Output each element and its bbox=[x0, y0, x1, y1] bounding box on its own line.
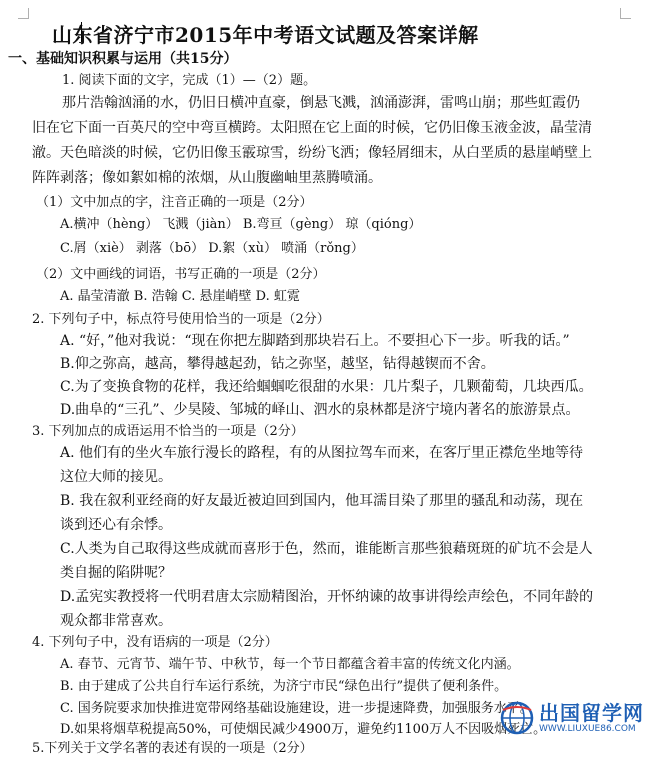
question-option: D.曲阜的“三孔”、少昊陵、邹城的峄山、泗水的泉林都是济宁境内著名的旅游景点。 bbox=[60, 402, 580, 418]
logo-url: WWW.LIUXUE86.COM bbox=[539, 723, 636, 734]
question-option: 类自掘的陷阱呢？ bbox=[60, 565, 172, 581]
question-option: D.孟宪实教授将一代明君唐太宗励精图治，开怀纳谏的故事讲得绘声绘色，不同年龄的 bbox=[60, 589, 594, 605]
question-option: A. 春节、元宵节、端午节、中秋节，每一个节日都蕴含着丰富的传统文化内涵。 bbox=[60, 657, 520, 672]
section-heading: 一、基础知识积累与运用（共15分） bbox=[8, 51, 238, 67]
passage-line: 澈。天色暗淡的时候，它仍旧像玉霰琼雪，纷纷飞洒；像轻屑细末，从白垩质的悬崖峭壁上 bbox=[32, 145, 592, 161]
question-5-prompt: 5.下列关于文学名著的表述有误的一项是（2分） bbox=[32, 741, 313, 756]
globe-logo-icon bbox=[499, 700, 535, 736]
page-corner-mark-left bbox=[18, 8, 29, 19]
question-option: A. 他们有的坐火车旅行漫长的路程，有的从图拉驾车而来，在客厅里正襟危坐地等待 bbox=[60, 445, 584, 461]
question-option: A.横冲（hèng） 飞溅（jiàn） B.弯亘（gèng） 琼（qióng） bbox=[60, 217, 422, 232]
question-option: A. 晶莹清澈 B. 浩翰 C. 悬崖峭壁 D. 虹霓 bbox=[60, 289, 300, 304]
question-option: D.如果将烟草税提高50%，可使烟民减少4900万，避免约1100万人不因吸烟死亡。 bbox=[60, 722, 547, 737]
page-corner-mark-right bbox=[620, 8, 631, 19]
passage-line: 阵阵剥落；像如絮如棉的浓烟，从山腹幽岫里蒸腾喷涌。 bbox=[32, 170, 382, 186]
document-title: 山东省济宁市2015年中考语文试题及答案详解 bbox=[52, 23, 479, 47]
question-option: 观众都非常喜欢。 bbox=[60, 613, 172, 629]
question-option: C.屑（xiè） 剥落（bō） D.絮（xù） 喷涌（rǒng） bbox=[60, 241, 364, 256]
question-option: C. 国务院要求加快推进宽带网络基础设施建设，进一步提速降费，加强服务水平。 bbox=[60, 701, 533, 716]
question-4-prompt: 4. 下列句子中，没有语病的一项是（2分） bbox=[32, 635, 278, 650]
question-option: 谈到还心有余悸。 bbox=[60, 517, 172, 533]
question-option: C.人类为自己取得这些成就而喜形于色，然而，谁能断言那些狼藉斑斑的矿坑不会是人 bbox=[60, 541, 593, 557]
question-option: 这位大师的接见。 bbox=[60, 469, 172, 485]
question-1-1-prompt: （1）文中加点的字，注音正确的一项是（2分） bbox=[36, 195, 313, 210]
question-1-prompt: 1. 阅读下面的文字，完成（1）—（2）题。 bbox=[62, 73, 317, 88]
question-2-prompt: 2. 下列句子中，标点符号使用恰当的一项是（2分） bbox=[32, 312, 330, 327]
question-1-2-prompt: （2）文中画线的词语，书写正确的一项是（2分） bbox=[36, 267, 326, 282]
question-option: B. 由于建成了公共自行车运行系统，为济宁市民“绿色出行”提供了便利条件。 bbox=[60, 679, 508, 694]
passage-line: 旧在它下面一百英尺的空中弯亘横跨。太阳照在它上面的时候，它仍旧像玉液金波，晶莹清 bbox=[32, 120, 592, 136]
question-option: C.为了变换食物的花样，我还给蝈蝈吃很甜的水果：几片梨子，几颗葡萄，几块西瓜。 bbox=[60, 379, 593, 395]
logo-text: 出国留学网 bbox=[539, 700, 644, 725]
question-option: B.仰之弥高，越高，攀得越起劲，钻之弥坚，越坚，钻得越锲而不舍。 bbox=[60, 356, 495, 372]
passage-line: 那片浩翰汹涌的水，仍旧日横冲直豪，倒悬飞溅，汹涌澎湃，雷鸣山崩；那些虹霞仍 bbox=[62, 95, 580, 111]
question-3-prompt: 3. 下列加点的成语运用不恰当的一项是（2分） bbox=[32, 424, 304, 439]
site-watermark-logo bbox=[499, 698, 647, 738]
question-option: B. 我在叙利亚经商的好友最近被迫回到国内，他耳濡目染了那里的骚乱和动荡，现在 bbox=[60, 493, 584, 509]
question-option: A. “好，”他对我说：“现在你把左脚踏到那块岩石上。不要担心下一步。听我的话。” bbox=[60, 333, 570, 349]
